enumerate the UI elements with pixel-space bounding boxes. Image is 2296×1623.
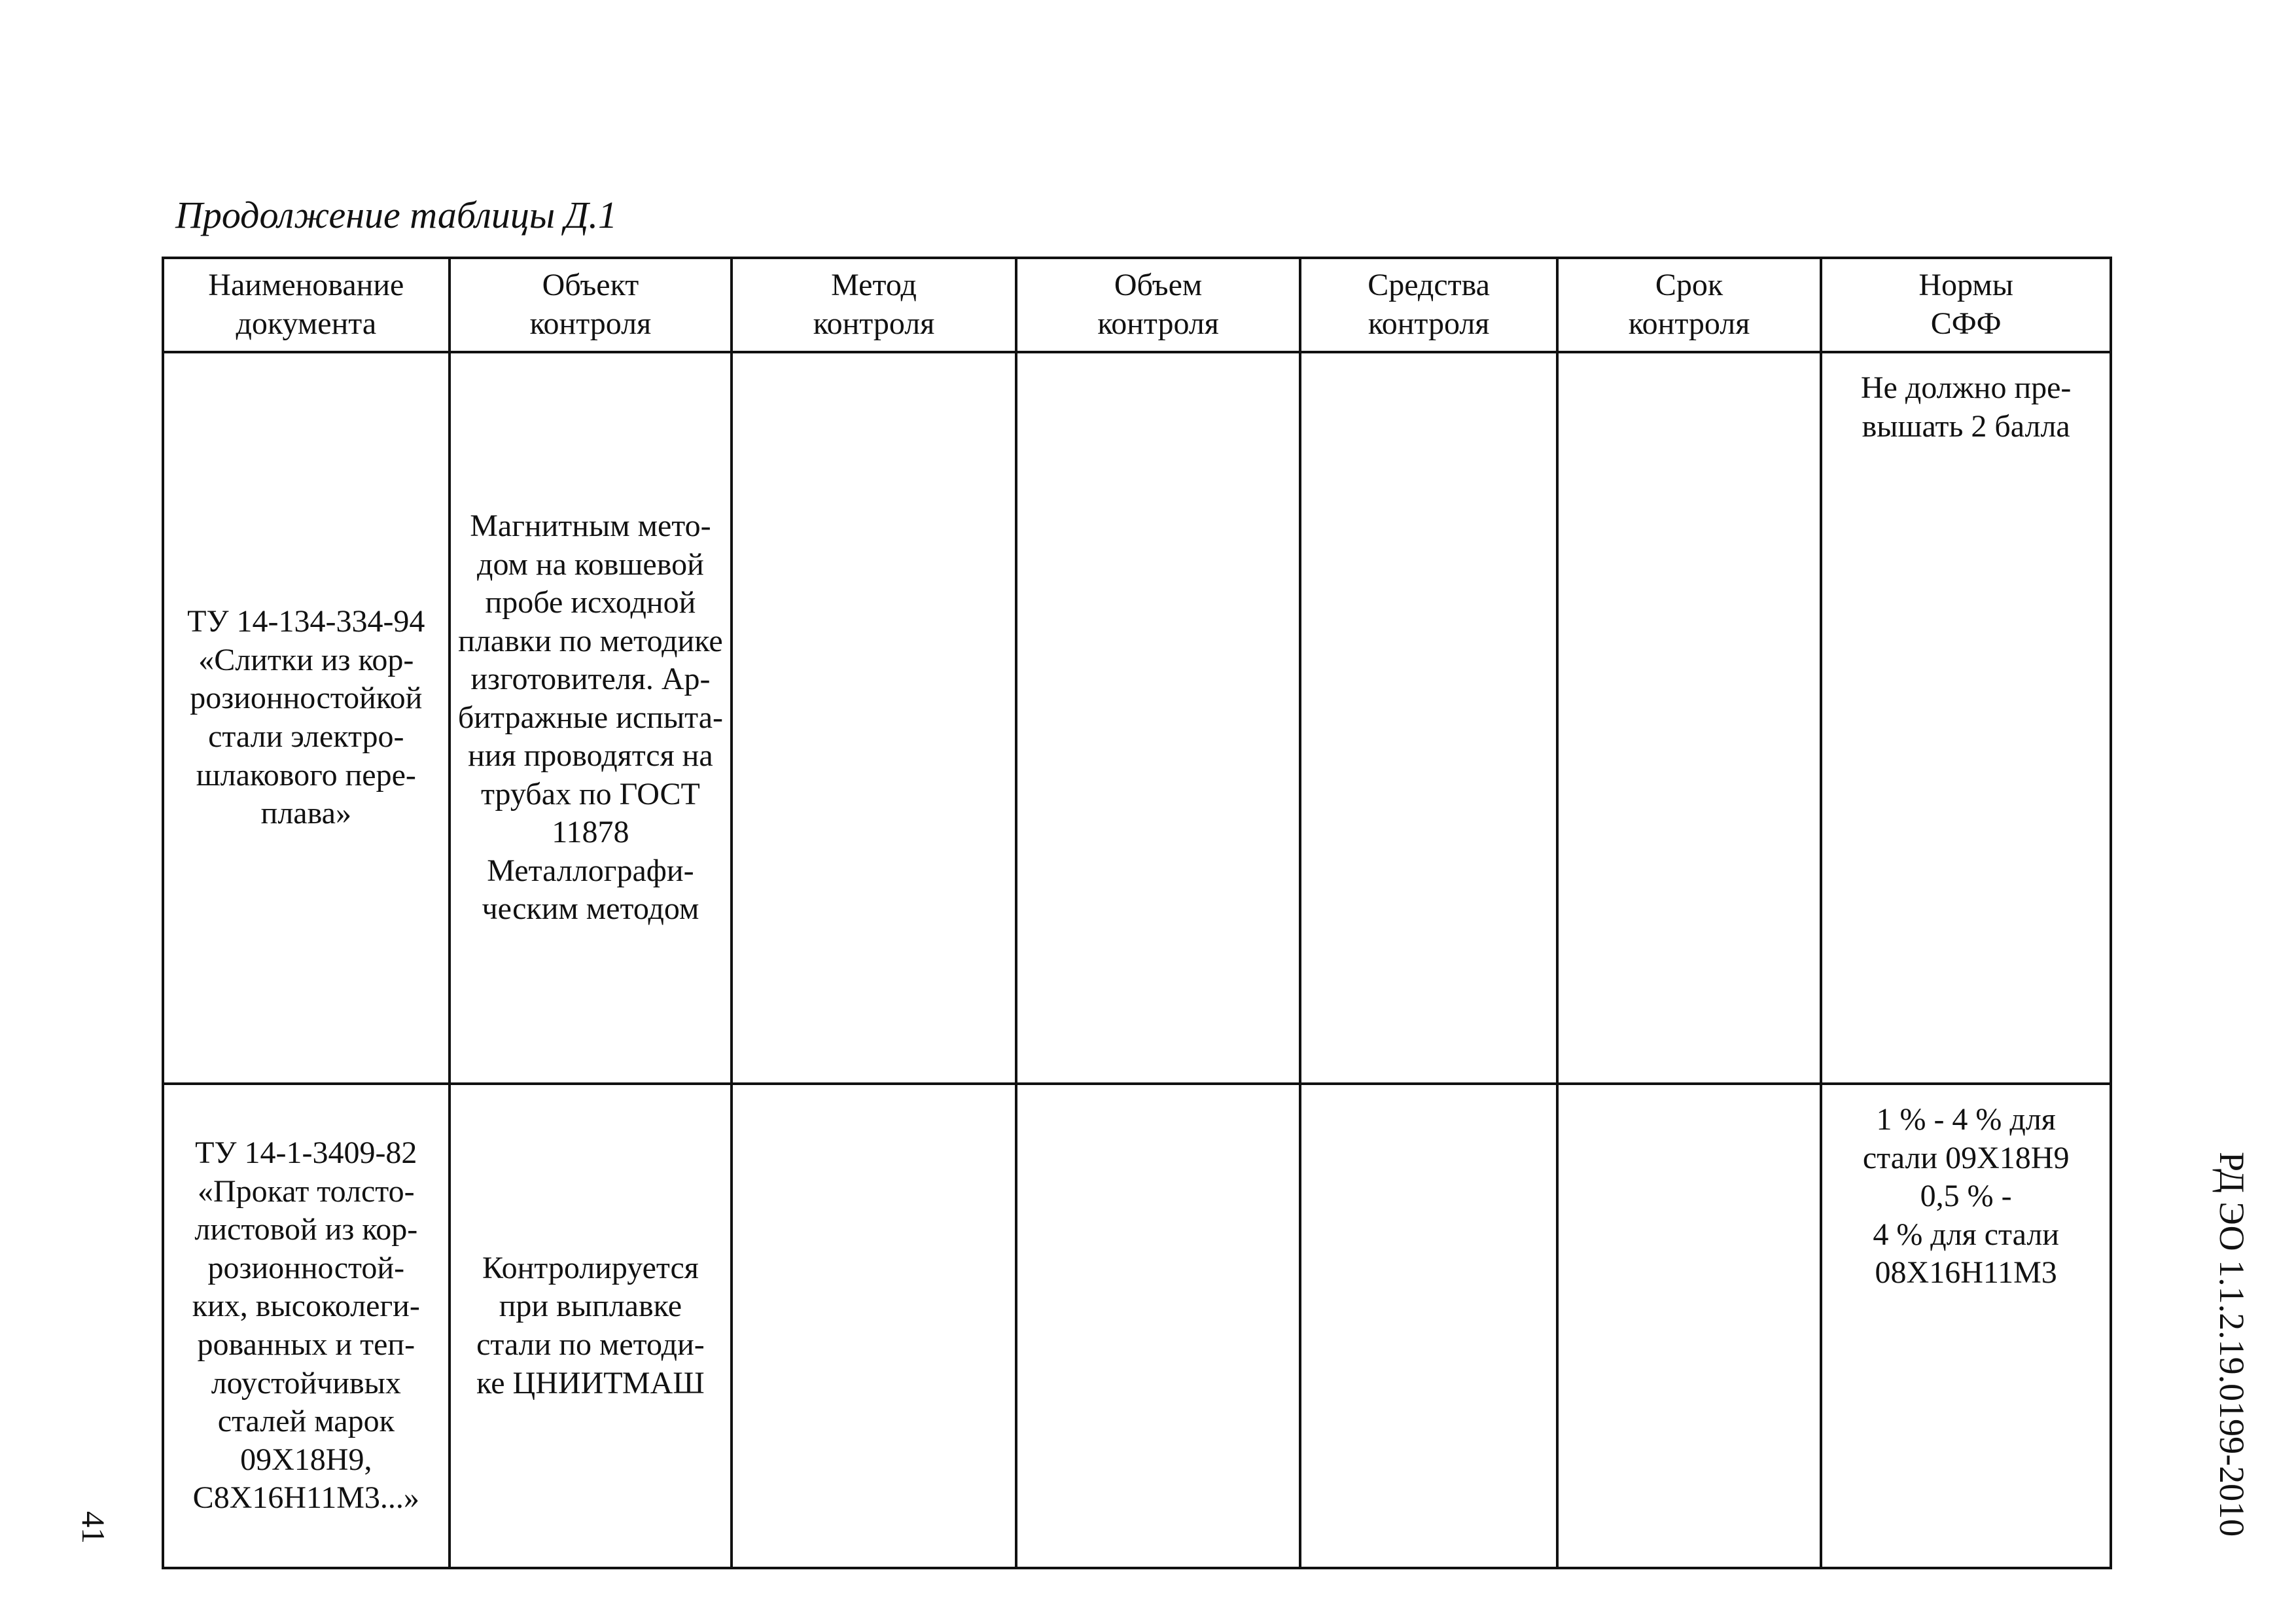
cell-means (1300, 1084, 1557, 1568)
header-control-method: Метод контроля (732, 258, 1016, 352)
cell-norm: 1 % - 4 % для стали 09Х18Н9 0,5 % - 4 % для стали 08Х16Н11М3 (1821, 1084, 2111, 1568)
table-header-row (163, 258, 2111, 352)
page-number: 41 (75, 1511, 112, 1544)
table-row (163, 1084, 2111, 1568)
cell-norm: Не должно пре- вышать 2 балла (1821, 352, 2111, 1084)
header-sff-norms: Нормы СФФ (1821, 258, 2111, 352)
header-document-name: Наименование документа (163, 258, 450, 352)
cell-term (1557, 1084, 1821, 1568)
header-control-object: Объект контроля (450, 258, 732, 352)
cell-term (1557, 352, 1821, 1084)
table-caption: Продолжение таблицы Д.1 (175, 194, 618, 236)
document-code: РД ЭО 1.1.2.19.0199-2010 (2212, 1152, 2252, 1537)
cell-document: ТУ 14-134-334-94 «Слитки из кор- розионностойкой стали электро- шлакового пере- плава» (163, 352, 450, 1084)
header-control-volume: Объем контроля (1016, 258, 1301, 352)
cell-method (732, 1084, 1016, 1568)
cell-object: Магнитным мето- дом на ковшевой пробе исходной плавки по методике изготовителя. Ар- битражные испыта- ния проводятся на трубах по ГОСТ 11878 Металлографи- ческим методом (450, 352, 732, 1084)
cell-volume (1016, 352, 1301, 1084)
header-control-means: Средства контроля (1300, 258, 1557, 352)
table-row (163, 352, 2111, 1084)
cell-volume (1016, 1084, 1301, 1568)
cell-means (1300, 352, 1557, 1084)
cell-object: Контролируется при выплавке стали по методи- ке ЦНИИТМАШ (450, 1084, 732, 1568)
header-control-term: Срок контроля (1557, 258, 1821, 352)
cell-method (732, 352, 1016, 1084)
cell-document: ТУ 14-1-3409-82 «Прокат толсто- листовой из кор- розионностой- ких, высоколеги- рованных и теп- лоустойчивых сталей марок 09Х18Н9, С8Х16Н11М3...» (163, 1084, 450, 1568)
control-table (162, 257, 2112, 1569)
